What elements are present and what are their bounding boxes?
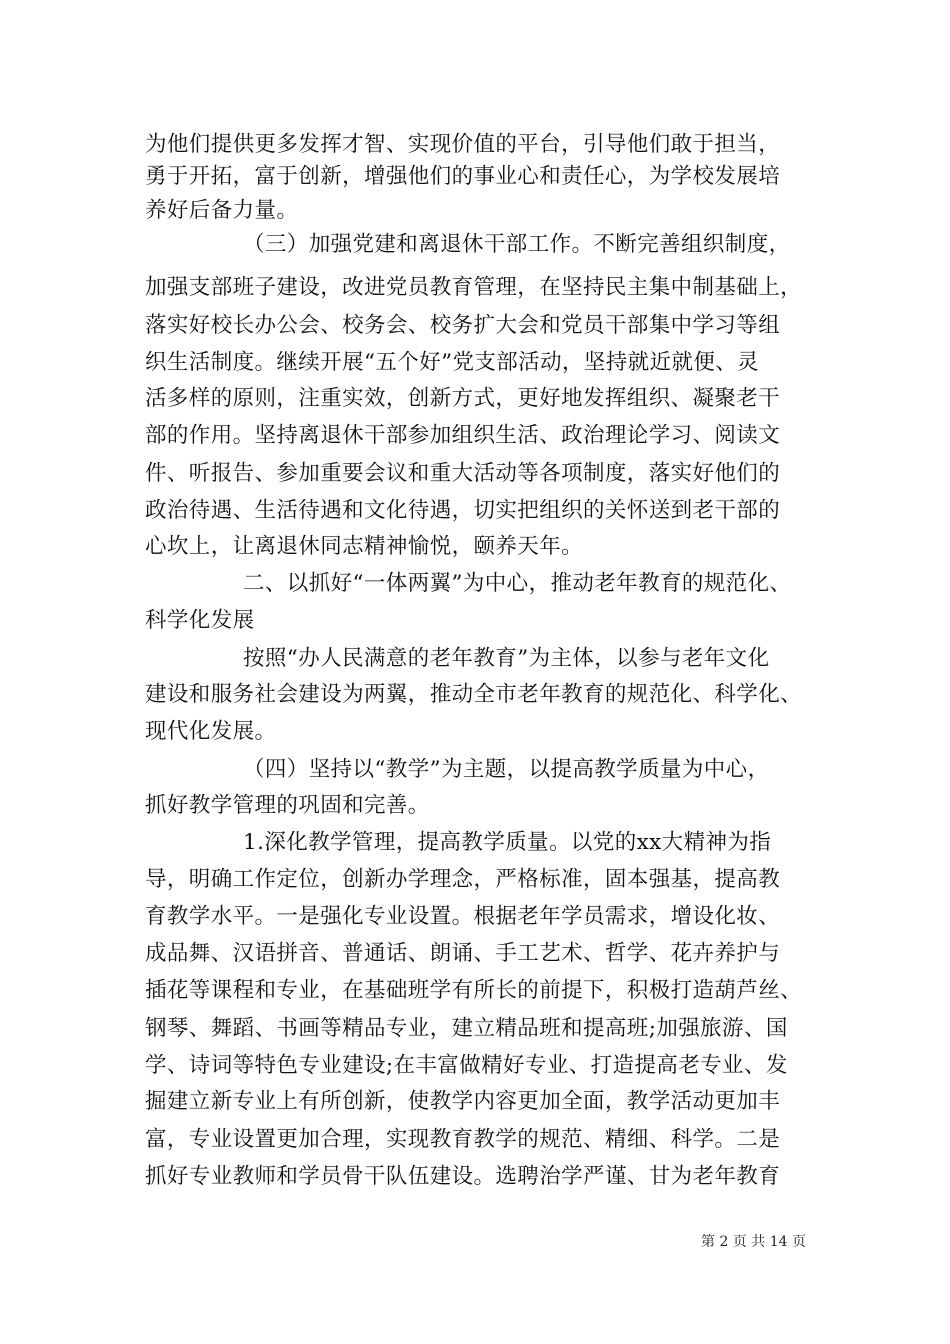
text-line: 件、听报告、参加重要会议和重大活动等各项制度，落实好他们的 [145,461,781,486]
text-line: 富，专业设置更加合理，实现教育教学的规范、精细、科学。二是 [145,1127,781,1152]
text-line: 养好后备力量。 [145,198,299,223]
text-line: 1.深化教学管理，提高教学质量。以党的xx大精神为指 [243,830,772,855]
text-line: （四）坚持以“教学”为主题，以提高教学质量为中心， [243,757,770,782]
text-line: 落实好校长办公会、校务会、校务扩大会和党员干部集中学习等组 [145,313,781,338]
text-line: 学、诗词等特色专业建设;在丰富做精好专业、打造提高老专业、发 [145,1053,788,1078]
text-line: （三）加强党建和离退休干部工作。不断完善组织制度， [243,232,791,257]
text-line: 成品舞、汉语拼音、普通话、朗诵、手工艺术、哲学、花卉养护与 [145,941,781,966]
text-line: 加强支部班子建设，改进党员教育管理，在坚持民主集中制基础上， [145,275,803,300]
text-line: 按照“办人民满意的老年教育”为主体，以参与老年文化 [243,646,770,671]
text-line: 为他们提供更多发挥才智、实现价值的平台，引导他们敢于担当， [145,132,781,157]
page-number: 第 2 页 共 14 页 [701,1234,806,1250]
text-line: 勇于开拓，富于创新，增强他们的事业心和责任心，为学校发展培 [145,164,781,189]
text-line: 抓好专业教师和学员骨干队伍建设。选聘治学严谨、甘为老年教育 [145,1164,781,1189]
text-line: 插花等课程和专业，在基础班学有所长的前提下，积极打造葫芦丝、 [145,978,803,1003]
text-line: 抓好教学管理的巩固和完善。 [145,793,430,818]
text-line: 现代化发展。 [145,719,277,744]
text-line: 导，明确工作定位，创新办学理念，严格标准，固本强基，提高教 [145,867,781,892]
text-line: 钢琴、舞蹈、书画等精品专业，建立精品班和提高班;加强旅游、国 [145,1016,788,1041]
text-line: 心坎上，让离退休同志精神愉悦，颐养天年。 [145,534,584,559]
text-line: 活多样的原则，注重实效，创新方式，更好地发挥组织、凝聚老干 [145,386,781,411]
text-line: 建设和服务社会建设为两翼，推动全市老年教育的规范化、科学化、 [145,682,803,707]
text-line: 部的作用。坚持离退休干部参加组织生活、政治理论学习、阅读文 [145,423,781,448]
section-heading: 二、以抓好“一体两翼”为中心，推动老年教育的规范化、 [243,571,792,596]
text-line: 政治待遇、生活待遇和文化待遇，切实把组织的关怀送到老干部的 [145,498,781,523]
text-line: 掘建立新专业上有所创新，使教学内容更加全面，教学活动更加丰 [145,1089,781,1114]
section-heading: 科学化发展 [145,608,255,633]
text-line: 织生活制度。继续开展“五个好”党支部活动，坚持就近就便、灵 [145,350,760,375]
text-line: 育教学水平。一是强化专业设置。根据老年学员需求，增设化妆、 [145,904,781,929]
